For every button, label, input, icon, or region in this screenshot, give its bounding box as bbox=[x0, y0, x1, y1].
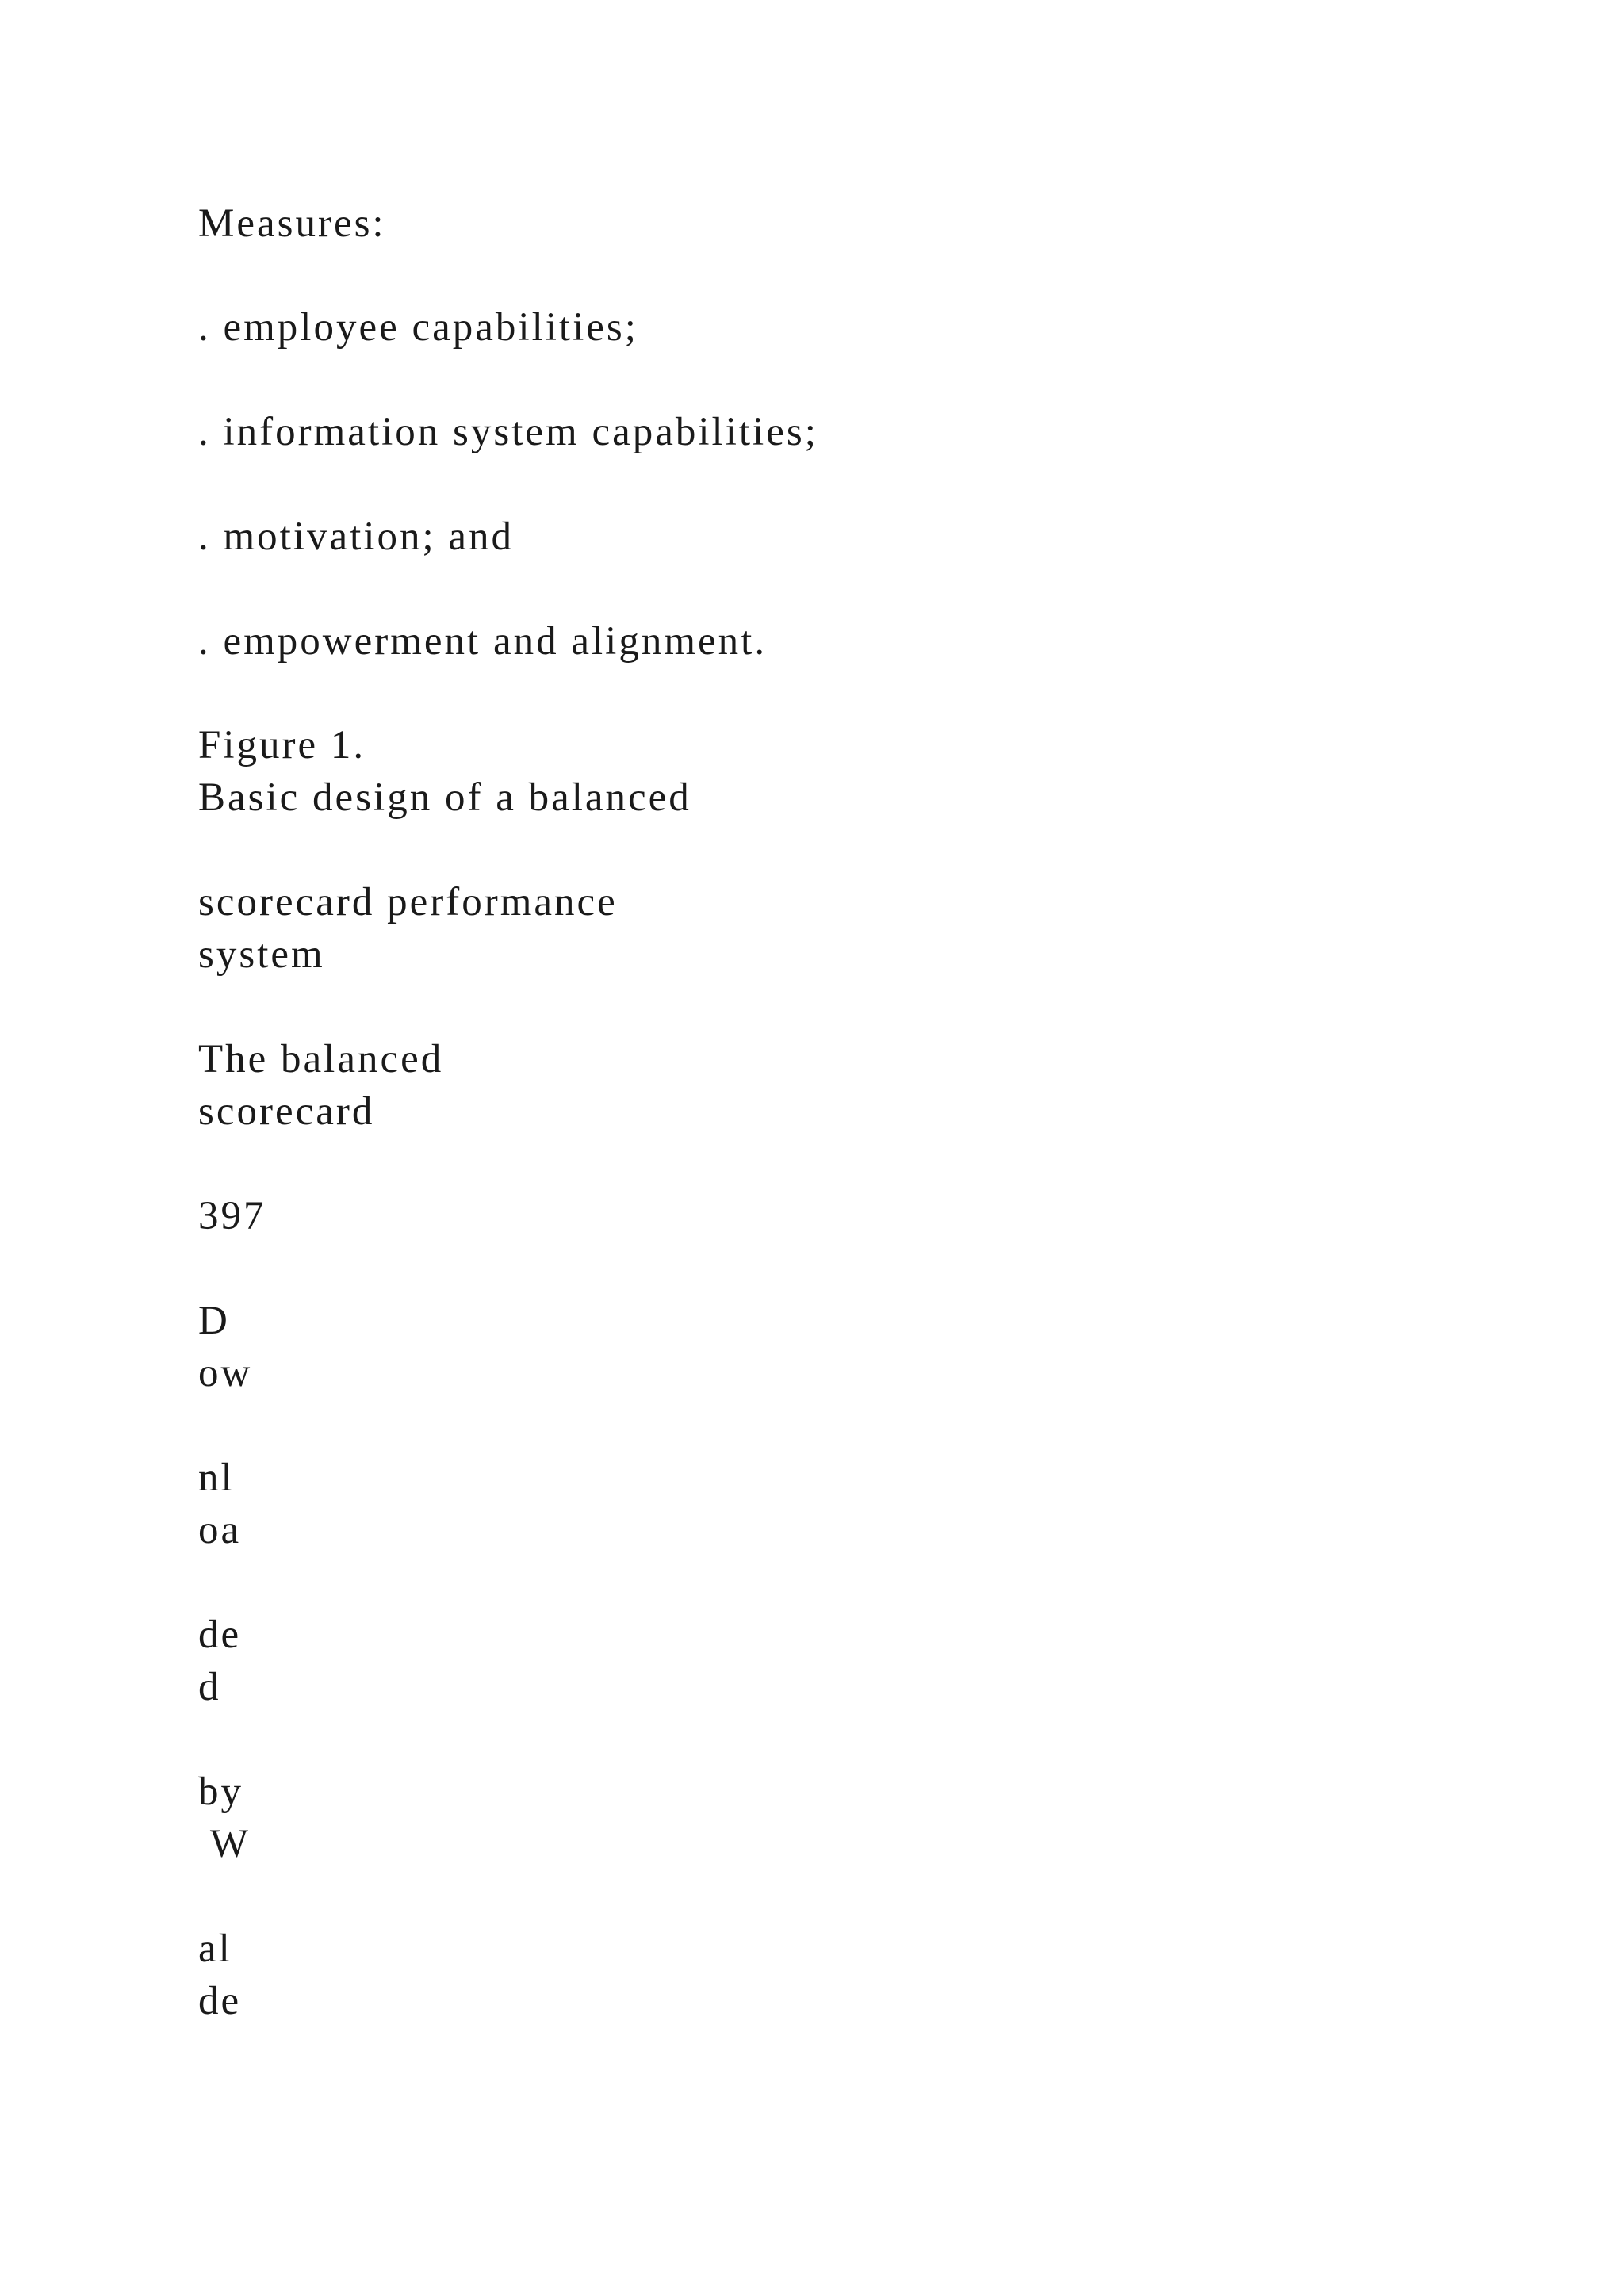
watermark-fragment: by bbox=[198, 1770, 243, 1814]
watermark-fragment: de bbox=[198, 1979, 242, 2023]
watermark-fragment: nl bbox=[198, 1456, 235, 1500]
measure-item: . empowerment and alignment. bbox=[198, 619, 768, 664]
measures-heading: Measures: bbox=[198, 201, 386, 246]
running-title-line: The balanced bbox=[198, 1037, 444, 1081]
watermark-fragment: d bbox=[198, 1665, 221, 1709]
measure-item: . motivation; and bbox=[198, 515, 515, 559]
watermark-fragment: de bbox=[198, 1613, 242, 1657]
measure-item: . information system capabilities; bbox=[198, 410, 818, 454]
watermark-fragment: al bbox=[198, 1927, 232, 1971]
measure-item: . employee capabilities; bbox=[198, 305, 638, 350]
figure-caption-line: system bbox=[198, 932, 325, 977]
watermark-fragment: D bbox=[198, 1299, 230, 1343]
watermark-fragment: ow bbox=[198, 1351, 253, 1395]
running-title-line: scorecard bbox=[198, 1089, 375, 1134]
watermark-fragment: W bbox=[198, 1822, 251, 1866]
figure-label: Figure 1. bbox=[198, 723, 366, 767]
figure-caption-line: Basic design of a balanced bbox=[198, 775, 691, 820]
page-number: 397 bbox=[198, 1194, 266, 1238]
watermark-fragment: oa bbox=[198, 1508, 242, 1552]
figure-caption-line: scorecard performance bbox=[198, 880, 618, 924]
